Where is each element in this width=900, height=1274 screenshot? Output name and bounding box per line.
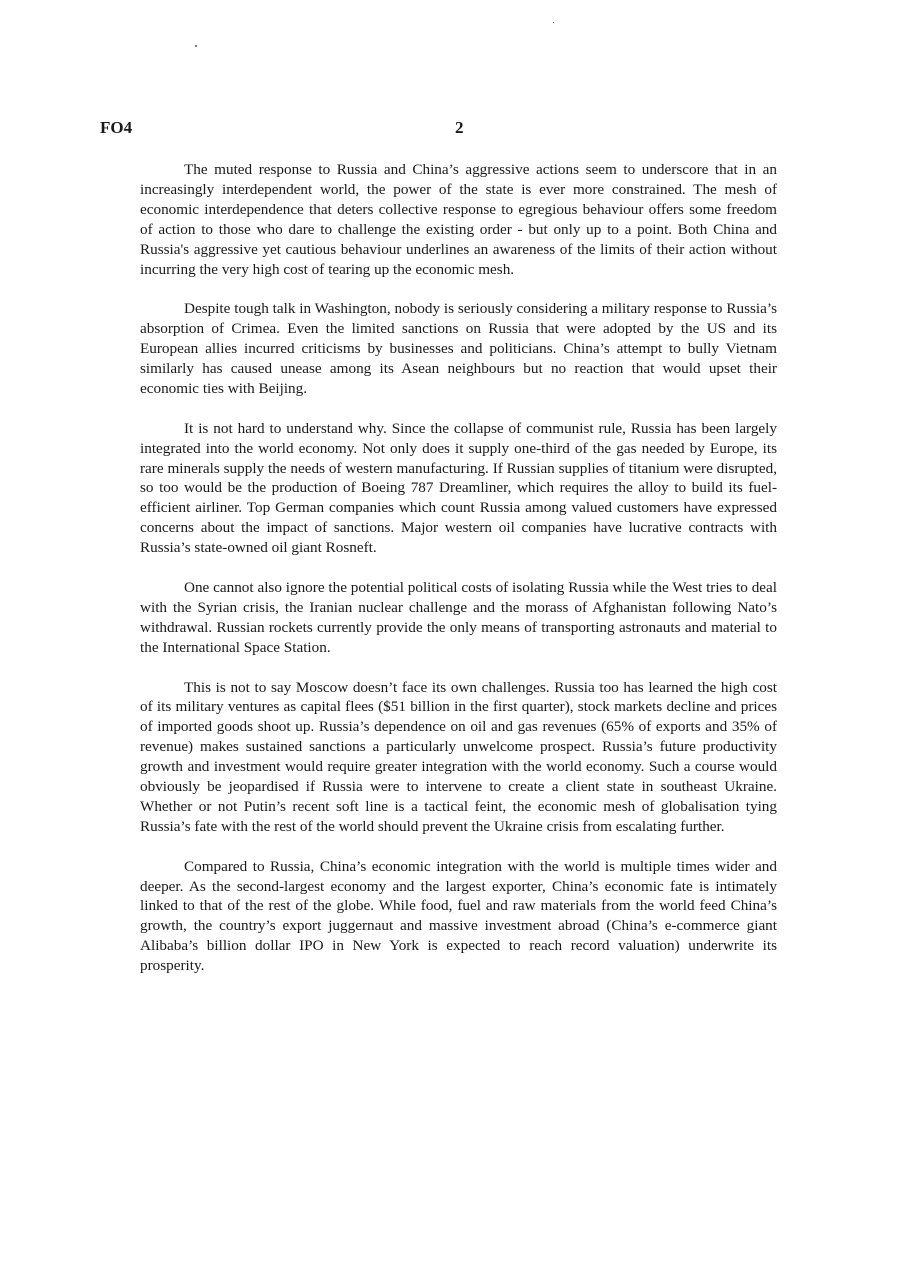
page-header <box>100 118 800 142</box>
document-code: FO4 <box>100 118 133 137</box>
body-text <box>140 160 777 996</box>
paragraph: Compared to Russia, China’s economic integration with the world is multiple times wider and deeper. As the second-largest economy and the largest exporter, China’s economic fate is intimately linked to that of the rest of the globe. While food, fuel and raw materials from the world feed China’s growth, the country’s export juggernaut and massive investment abroad (China’s e-commerce giant Alibaba’s billion dollar IPO in New York is expected to reach record valuation) underwrite its prosperity. <box>140 857 777 975</box>
paragraph: The muted response to Russia and China’s aggressive actions seem to underscore that in an increasingly interdependent world, the power of the state is ever more constrained. The mesh of economic interdependence that deters collective response to egregious behaviour offers some freedom of action to those who dare to challenge the existing order - but only up to a point. Both China and Russia's aggressive yet cautious behaviour underlines an awareness of the limits of their action without incurring the very high cost of tearing up the economic mesh. <box>140 161 777 278</box>
page-number: 2 <box>455 118 464 137</box>
scan-speck <box>553 22 554 23</box>
scan-speck <box>195 45 197 47</box>
paragraph: This is not to say Moscow doesn’t face its own challenges. Russia too has learned the high cost of its military ventures as capital flees ($51 billion in the first quarter), stock markets decline and prices of imported goods shoot up. Russia’s dependence on oil and gas revenues (65% of exports and 35% of revenue) makes sustained sanctions a particularly unwelcome prospect. Russia’s future productivity growth and investment would require greater integration with the world economy. Such a course would obviously be jeopardised if Russia were to intervene to create a client state in southeast Ukraine. Whether or not Putin’s recent soft line is a tactical feint, the economic mesh of globalisation tying Russia’s fate with the rest of the world should prevent the Ukraine crisis from escalating further. <box>140 678 777 835</box>
paragraph: It is not hard to understand why. Since the collapse of communist rule, Russia has been largely integrated into the world economy. Not only does it supply one-third of the gas needed by Europe, its rare minerals supply the needs of western manufacturing. If Russian supplies of titanium were disrupted, so too would be the production of Boeing 787 Dreamliner, which requires the alloy to build its fuel-efficient airliner. Top German companies which count Russia among valued customers have expressed concerns about the impact of sanctions. Major western oil companies have lucrative contracts with Russia’s state-owned oil giant Rosneft. <box>140 419 777 557</box>
paragraph: One cannot also ignore the potential political costs of isolating Russia while the West tries to deal with the Syrian crisis, the Iranian nuclear challenge and the morass of Afghanistan following Nato’s withdrawal. Russian rockets currently provide the only means of transporting astronauts and material to the International Space Station. <box>140 578 777 656</box>
paragraph: Despite tough talk in Washington, nobody is seriously considering a military response to Russia’s absorption of Crimea. Even the limited sanctions on Russia that were adopted by the US and its European allies incurred criticisms by businesses and politicians. China’s attempt to bully Vietnam similarly has caused unease among its Asean neighbours but no reaction that would upset their economic ties with Beijing. <box>140 300 777 397</box>
